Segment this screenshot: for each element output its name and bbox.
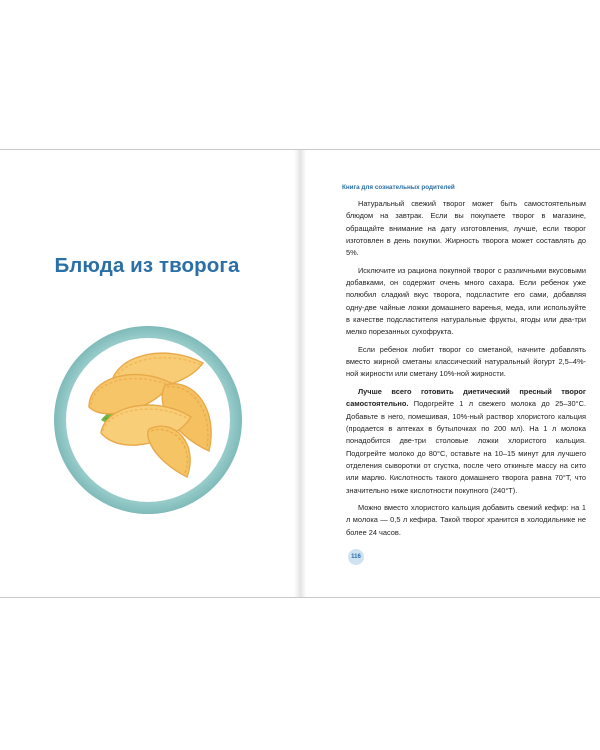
right-page xyxy=(306,150,600,597)
left-page xyxy=(0,150,294,597)
plate-svg xyxy=(53,325,243,515)
bold-lead-in: Лучше всего готовить диетический пресный творог самостоятельно. xyxy=(346,386,586,409)
chapter-title: Блюда из творога xyxy=(54,254,240,277)
paragraph: Лучше всего готовить диетический пресный творог самостоятельно. Подогрейте 1 л свежего молока до 25–30°С. Добавьте в него, помешивая, 10%-ный раствор хлористого кальция (продается в аптеках в бутылочках по 200 мл). На 1 л молока понадобится две-три столовые ложки хлористого кальция. Подогрейте молоко до 80°С, оставьте на 10–15 минут для лучшего отделения сыворотки от сгустка, после чего откиньте массу на сито или марлю. Кислотность такого домашнего творога равна 70°Т, что значительно ниже кислотности покупного (240°Т). xyxy=(346,386,586,495)
dumplings-plate-illustration xyxy=(53,325,243,515)
book-gutter xyxy=(294,150,306,597)
running-head: Книга для сознательных родителей xyxy=(342,184,455,191)
paragraph: Можно вместо хлористого кальция добавить свежий кефир: на 1 л молока — 0,5 л кефира. Такой творог хранится в холодильнике не более 24 часов. xyxy=(346,502,586,537)
book-spread xyxy=(0,149,600,598)
paragraph: Если ребенок любит творог со сметаной, начните добавлять вместо жирной сметаны классический натуральный йогурт 2,5–4%-ной жирности или сметану 10%-ной жирности. xyxy=(346,344,586,379)
paragraph: Исключите из рациона покупной творог с различными вкусовыми добавками, он содержит очень много сахара. Если ребенок уже полюбил сладкий вкус творога, подсластите его сами, добавляя одну-две чайные ложки домашнего варенья, меда, или используйте в качестве подсластителя натуральные фрукты, ягоды или два-три мелко порезанных сухофрукта. xyxy=(346,265,586,337)
body-text xyxy=(346,198,586,544)
paragraph: Натуральный свежий творог может быть самостоятельным блюдом на завтрак. Если вы покупаете творог в магазине, обращайте внимание на дату изготовления, лучше, если творог изготовлен в день покупки. Жирность творога может составлять до 5%. xyxy=(346,199,586,258)
page-number-badge: 116 xyxy=(348,549,364,565)
